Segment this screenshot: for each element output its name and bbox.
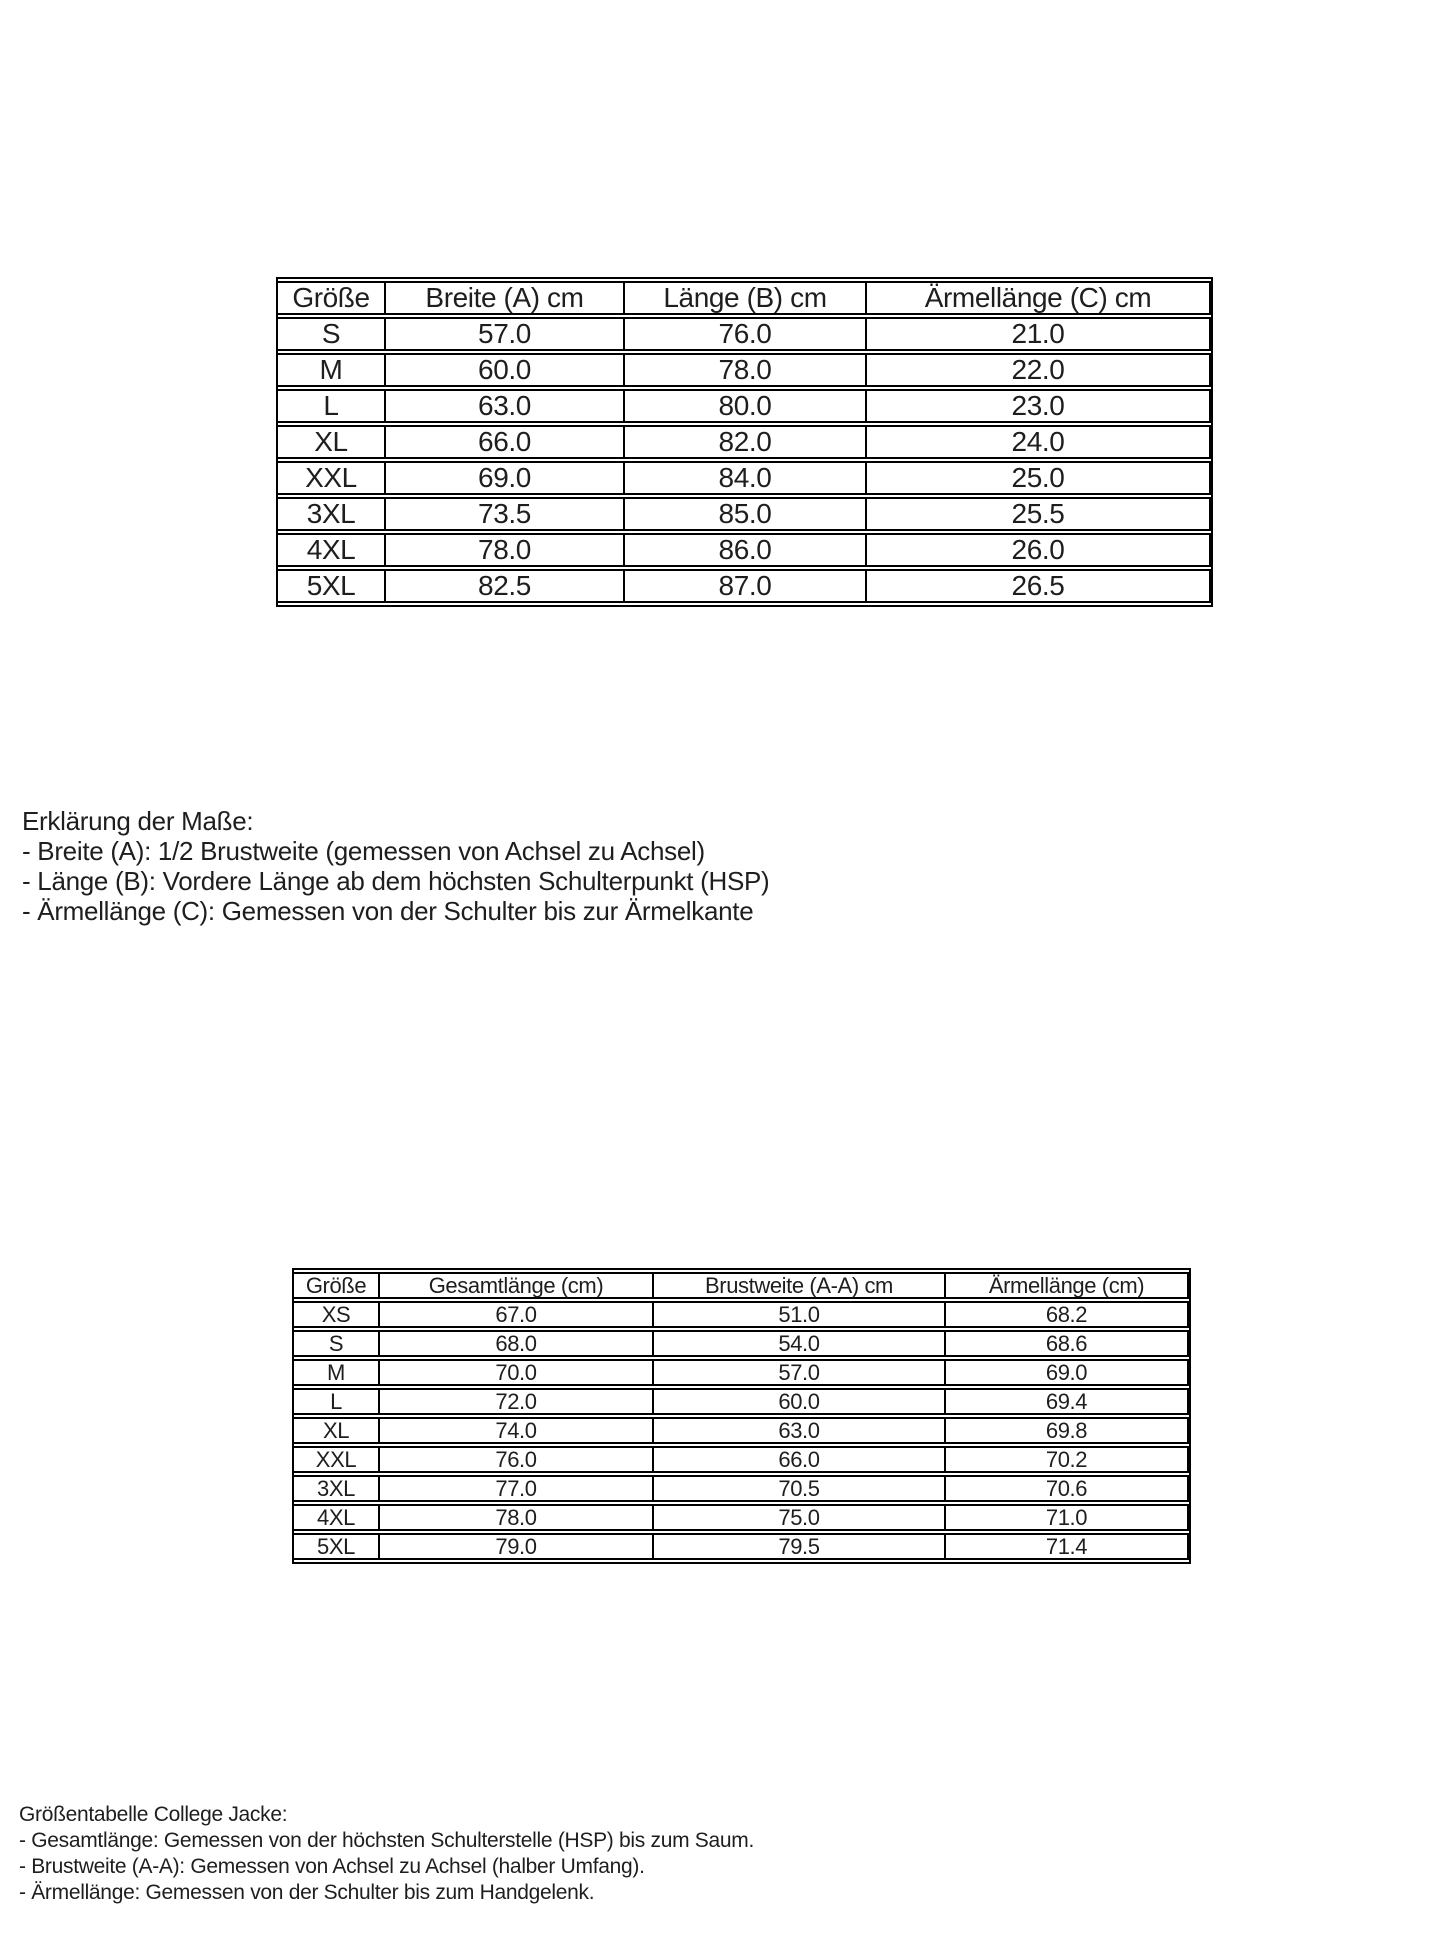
measurement-cell: 70.5: [654, 1475, 946, 1502]
size-label-cell: 3XL: [294, 1475, 380, 1502]
header-cell: Breite (A) cm: [386, 281, 625, 315]
size-label-cell: XXL: [294, 1446, 380, 1473]
measurement-cell: 70.2: [946, 1446, 1189, 1473]
header-cell: Länge (B) cm: [625, 281, 867, 315]
table-row: [278, 497, 1211, 531]
explanation-line: - Breite (A): 1/2 Brustweite (gemessen von Achsel zu Achsel): [22, 836, 705, 866]
table-row: [278, 425, 1211, 459]
table-row: [278, 461, 1211, 495]
measurement-cell: 68.6: [946, 1330, 1189, 1357]
measurement-cell: 63.0: [654, 1417, 946, 1444]
measurement-cell: 66.0: [654, 1446, 946, 1473]
measurement-cell: 25.5: [867, 497, 1211, 531]
table-row: [278, 317, 1211, 351]
measurement-cell: 60.0: [386, 353, 625, 387]
measurement-cell: 22.0: [867, 353, 1211, 387]
header-cell: Größe: [278, 281, 386, 315]
measurement-cell: 51.0: [654, 1301, 946, 1328]
measurement-cell: 78.0: [380, 1504, 654, 1531]
size-label-cell: L: [294, 1388, 380, 1415]
explanation-line: - Ärmellänge: Gemessen von der Schulter bis zum Handgelenk.: [19, 1881, 595, 1904]
measurement-cell: 70.0: [380, 1359, 654, 1386]
measurement-cell: 23.0: [867, 389, 1211, 423]
measurement-cell: 73.5: [386, 497, 625, 531]
measurement-cell: 79.5: [654, 1533, 946, 1560]
table-row: [294, 1301, 1189, 1328]
table-row: [278, 353, 1211, 387]
measurement-cell: 82.5: [386, 569, 625, 603]
measurement-cell: 68.0: [380, 1330, 654, 1357]
size-label-cell: 5XL: [278, 569, 386, 603]
size-label-cell: 3XL: [278, 497, 386, 531]
table-row: [278, 569, 1211, 603]
explanation-1-title: Erklärung der Maße:: [22, 806, 254, 836]
measurement-cell: 70.6: [946, 1475, 1189, 1502]
size-label-cell: M: [294, 1359, 380, 1386]
size-label-cell: 4XL: [278, 533, 386, 567]
header-row: [278, 281, 1211, 315]
header-cell: Ärmellänge (C) cm: [867, 281, 1211, 315]
measurement-cell: 78.0: [386, 533, 625, 567]
size-label-cell: XL: [278, 425, 386, 459]
size-table-2: [292, 1268, 1191, 1564]
measurement-cell: 76.0: [380, 1446, 654, 1473]
header-row: [294, 1272, 1189, 1299]
measurement-cell: 60.0: [654, 1388, 946, 1415]
explanation-line: - Ärmellänge (C): Gemessen von der Schulter bis zur Ärmelkante: [22, 896, 754, 926]
measurement-cell: 78.0: [625, 353, 867, 387]
explanation-line: - Brustweite (A-A): Gemessen von Achsel zu Achsel (halber Umfang).: [19, 1855, 645, 1878]
measurement-cell: 75.0: [654, 1504, 946, 1531]
header-cell: Größe: [294, 1272, 380, 1299]
explanation-line: - Länge (B): Vordere Länge ab dem höchsten Schulterpunkt (HSP): [22, 866, 770, 896]
measurement-cell: 69.8: [946, 1417, 1189, 1444]
size-label-cell: S: [278, 317, 386, 351]
measurement-cell: 69.4: [946, 1388, 1189, 1415]
table-row: [294, 1533, 1189, 1560]
measurement-cell: 74.0: [380, 1417, 654, 1444]
measurement-cell: 77.0: [380, 1475, 654, 1502]
measurement-cell: 69.0: [946, 1359, 1189, 1386]
measurement-cell: 68.2: [946, 1301, 1189, 1328]
size-label-cell: M: [278, 353, 386, 387]
explanation-2-title: Größentabelle College Jacke:: [19, 1803, 288, 1826]
measurement-cell: 26.5: [867, 569, 1211, 603]
measurement-cell: 25.0: [867, 461, 1211, 495]
size-label-cell: 5XL: [294, 1533, 380, 1560]
size-label-cell: S: [294, 1330, 380, 1357]
explanation-line: - Gesamtlänge: Gemessen von der höchsten Schulterstelle (HSP) bis zum Saum.: [19, 1829, 754, 1852]
header-cell: Brustweite (A-A) cm: [654, 1272, 946, 1299]
table-row: [294, 1446, 1189, 1473]
size-label-cell: 4XL: [294, 1504, 380, 1531]
table-row: [294, 1330, 1189, 1357]
measurement-cell: 24.0: [867, 425, 1211, 459]
measurement-cell: 86.0: [625, 533, 867, 567]
measurement-cell: 79.0: [380, 1533, 654, 1560]
measurement-cell: 54.0: [654, 1330, 946, 1357]
table-row: [294, 1388, 1189, 1415]
explanation-block-2: [19, 1802, 754, 1906]
measurement-cell: 76.0: [625, 317, 867, 351]
measurement-cell: 80.0: [625, 389, 867, 423]
measurement-cell: 21.0: [867, 317, 1211, 351]
size-label-cell: XS: [294, 1301, 380, 1328]
table-row: [278, 389, 1211, 423]
measurement-cell: 85.0: [625, 497, 867, 531]
measurement-cell: 67.0: [380, 1301, 654, 1328]
table-row: [294, 1359, 1189, 1386]
size-label-cell: L: [278, 389, 386, 423]
table-row: [294, 1417, 1189, 1444]
size-table-1: [276, 277, 1213, 607]
measurement-cell: 72.0: [380, 1388, 654, 1415]
measurement-cell: 66.0: [386, 425, 625, 459]
measurement-cell: 69.0: [386, 461, 625, 495]
measurement-cell: 57.0: [654, 1359, 946, 1386]
measurement-cell: 63.0: [386, 389, 625, 423]
measurement-cell: 57.0: [386, 317, 625, 351]
header-cell: Ärmellänge (cm): [946, 1272, 1189, 1299]
measurement-cell: 71.0: [946, 1504, 1189, 1531]
size-label-cell: XXL: [278, 461, 386, 495]
measurement-cell: 82.0: [625, 425, 867, 459]
table-row: [278, 533, 1211, 567]
table-row: [294, 1504, 1189, 1531]
header-cell: Gesamtlänge (cm): [380, 1272, 654, 1299]
explanation-block-1: [22, 806, 769, 926]
measurement-cell: 87.0: [625, 569, 867, 603]
size-label-cell: XL: [294, 1417, 380, 1444]
measurement-cell: 26.0: [867, 533, 1211, 567]
measurement-cell: 84.0: [625, 461, 867, 495]
measurement-cell: 71.4: [946, 1533, 1189, 1560]
table-row: [294, 1475, 1189, 1502]
